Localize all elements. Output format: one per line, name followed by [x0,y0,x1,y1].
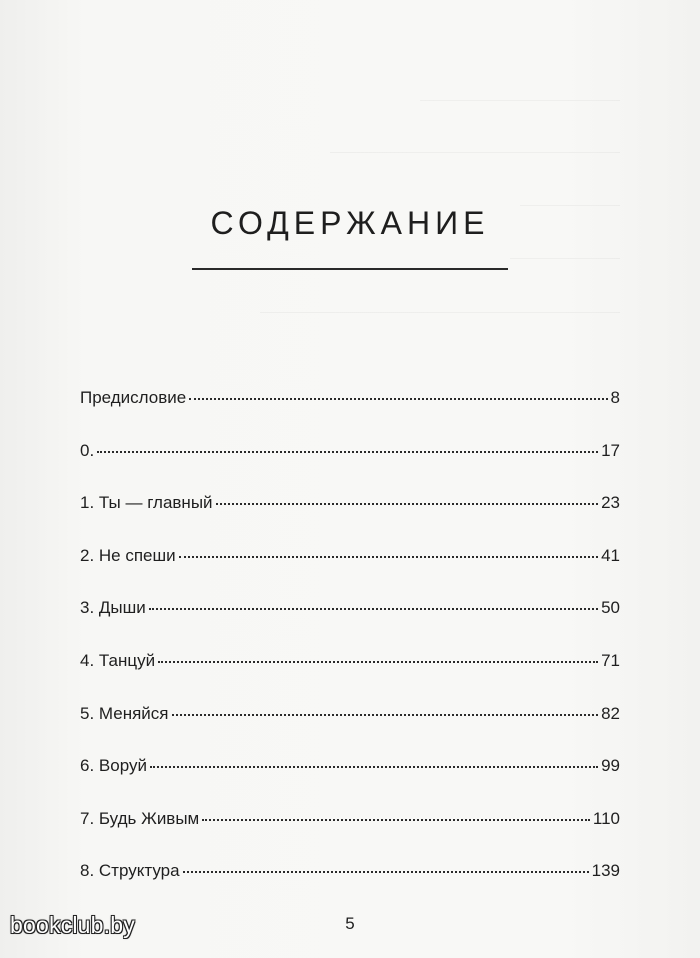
toc-entry-page: 71 [601,650,620,670]
toc-entry-title: 8. Структура [80,861,180,881]
bleed-through-line [330,152,620,153]
toc-entry-page: 99 [601,756,620,776]
toc-entry [80,756,620,809]
dot-leader [97,451,598,453]
table-of-contents [80,388,620,914]
dot-leader [179,556,598,558]
toc-entry [80,546,620,599]
bleed-through-line [260,312,620,313]
toc-entry-page: 23 [601,493,620,513]
dot-leader [183,871,589,873]
dot-leader [149,608,598,610]
toc-entry [80,441,620,494]
toc-entry-page: 41 [601,545,620,565]
title-underline [192,268,508,270]
toc-entry [80,704,620,757]
toc-entry [80,861,620,914]
toc-entry-title: 3. Дыши [80,598,146,618]
toc-entry [80,598,620,651]
toc-entry-title: 2. Не спеши [80,545,176,565]
toc-entry-title: 1. Ты — главный [80,493,213,513]
toc-entry-title: 6. Воруй [80,756,147,776]
toc-entry-page: 82 [601,703,620,723]
dot-leader [189,398,607,400]
toc-entry-title: 0. [80,440,95,460]
toc-entry-title: 4. Танцуй [80,650,156,670]
dot-leader [172,714,599,716]
bleed-through-line [510,258,620,259]
toc-entry-title: 7. Будь Живым [80,808,200,828]
toc-entry [80,809,620,862]
dot-leader [158,661,598,663]
page-number: 5 [345,914,355,933]
dot-leader [150,766,598,768]
toc-entry-page: 50 [601,598,620,618]
toc-entry [80,388,620,441]
toc-entry [80,493,620,546]
toc-entry-page: 110 [592,808,620,828]
page-title: СОДЕРЖАНИЕ [210,205,490,241]
toc-entry [80,651,620,704]
toc-entry-page: 139 [591,861,620,881]
site-watermark: bookclub.by [10,912,135,938]
toc-entry-title: 5. Меняйся [80,703,169,723]
dot-leader [216,503,599,505]
toc-entry-page: 17 [601,440,620,460]
bleed-through-line [420,100,620,101]
toc-entry-title: Предисловие [80,388,187,407]
toc-entry-page: 8 [610,388,620,407]
dot-leader [202,819,590,821]
